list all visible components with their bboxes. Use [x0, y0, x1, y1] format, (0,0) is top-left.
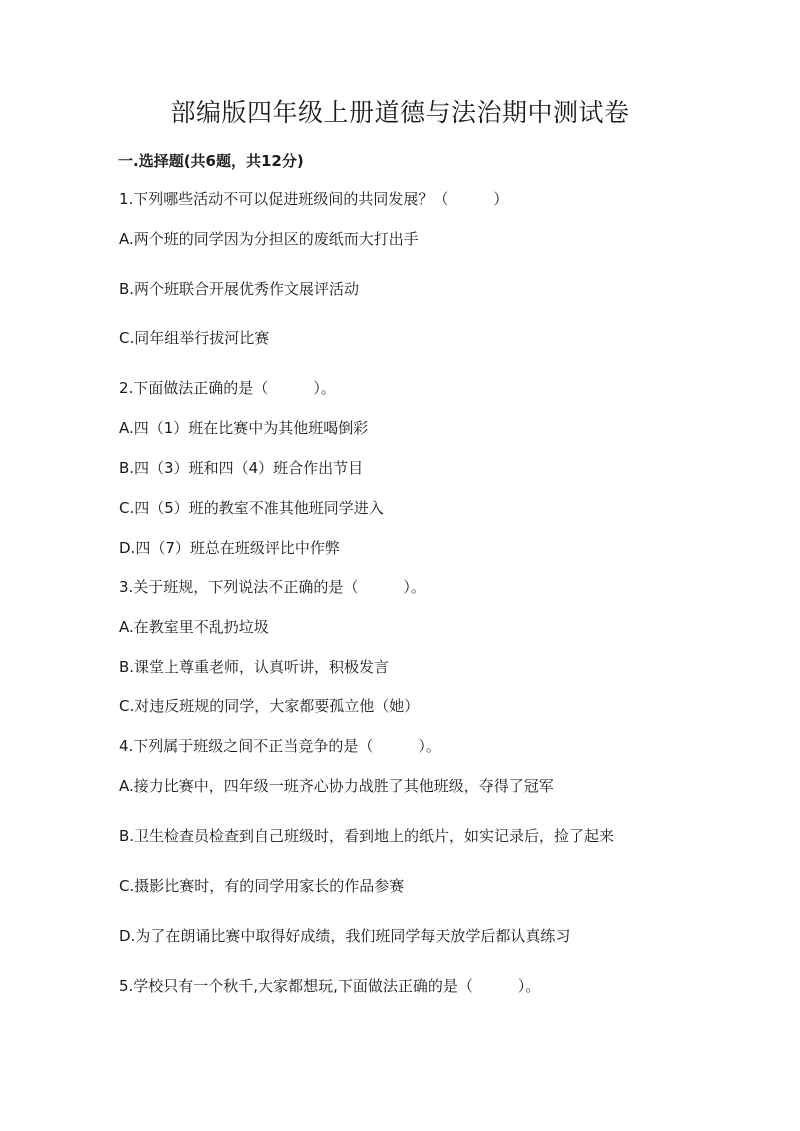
question-1-option-a: A.两个班的同学因为分担区的废纸而大打出手: [119, 230, 419, 248]
exam-title: 部编版四年级上册道德与法治期中测试卷: [170, 98, 630, 127]
question-1-stem: 1.下列哪些活动不可以促进班级间的共同发展？（ ）: [119, 190, 509, 208]
question-3-stem: 3.关于班规，下列说法不正确的是（ ）。: [119, 578, 426, 596]
question-2-option-d: D.四（7）班总在班级评比中作弊: [119, 539, 340, 557]
question-2-option-a: A.四（1）班在比赛中为其他班喝倒彩: [119, 419, 369, 437]
question-4-option-a: A.接力比赛中，四年级一班齐心协力战胜了其他班级，夺得了冠军: [119, 777, 554, 795]
question-5-stem: 5.学校只有一个秋千,大家都想玩,下面做法正确的是（ ）。: [119, 977, 541, 995]
question-4-stem: 4.下列属于班级之间不正当竞争的是（ ）。: [119, 737, 441, 755]
question-1-option-c: C.同年组举行拔河比赛: [119, 329, 270, 347]
question-1-option-b: B.两个班联合开展优秀作文展评活动: [119, 280, 360, 298]
question-2-stem: 2.下面做法正确的是（ ）。: [119, 379, 336, 397]
question-4-option-d: D.为了在朗诵比赛中取得好成绩，我们班同学每天放学后都认真练习: [119, 927, 571, 945]
section-heading: 一.选择题(共6题，共12分): [118, 152, 304, 170]
question-4-option-b: B.卫生检查员检查到自己班级时，看到地上的纸片，如实记录后，捡了起来: [119, 827, 615, 845]
question-2-option-c: C.四（5）班的教室不准其他班同学进入: [119, 499, 384, 517]
question-3-option-b: B.课堂上尊重老师，认真听讲，积极发言: [119, 658, 390, 676]
question-2-option-b: B.四（3）班和四（4）班合作出节目: [119, 459, 364, 477]
question-3-option-c: C.对违反班规的同学，大家都要孤立他（她）: [119, 697, 420, 715]
question-3-option-a: A.在教室里不乱扔垃圾: [119, 618, 269, 636]
question-4-option-c: C.摄影比赛时，有的同学用家长的作品参赛: [119, 877, 405, 895]
